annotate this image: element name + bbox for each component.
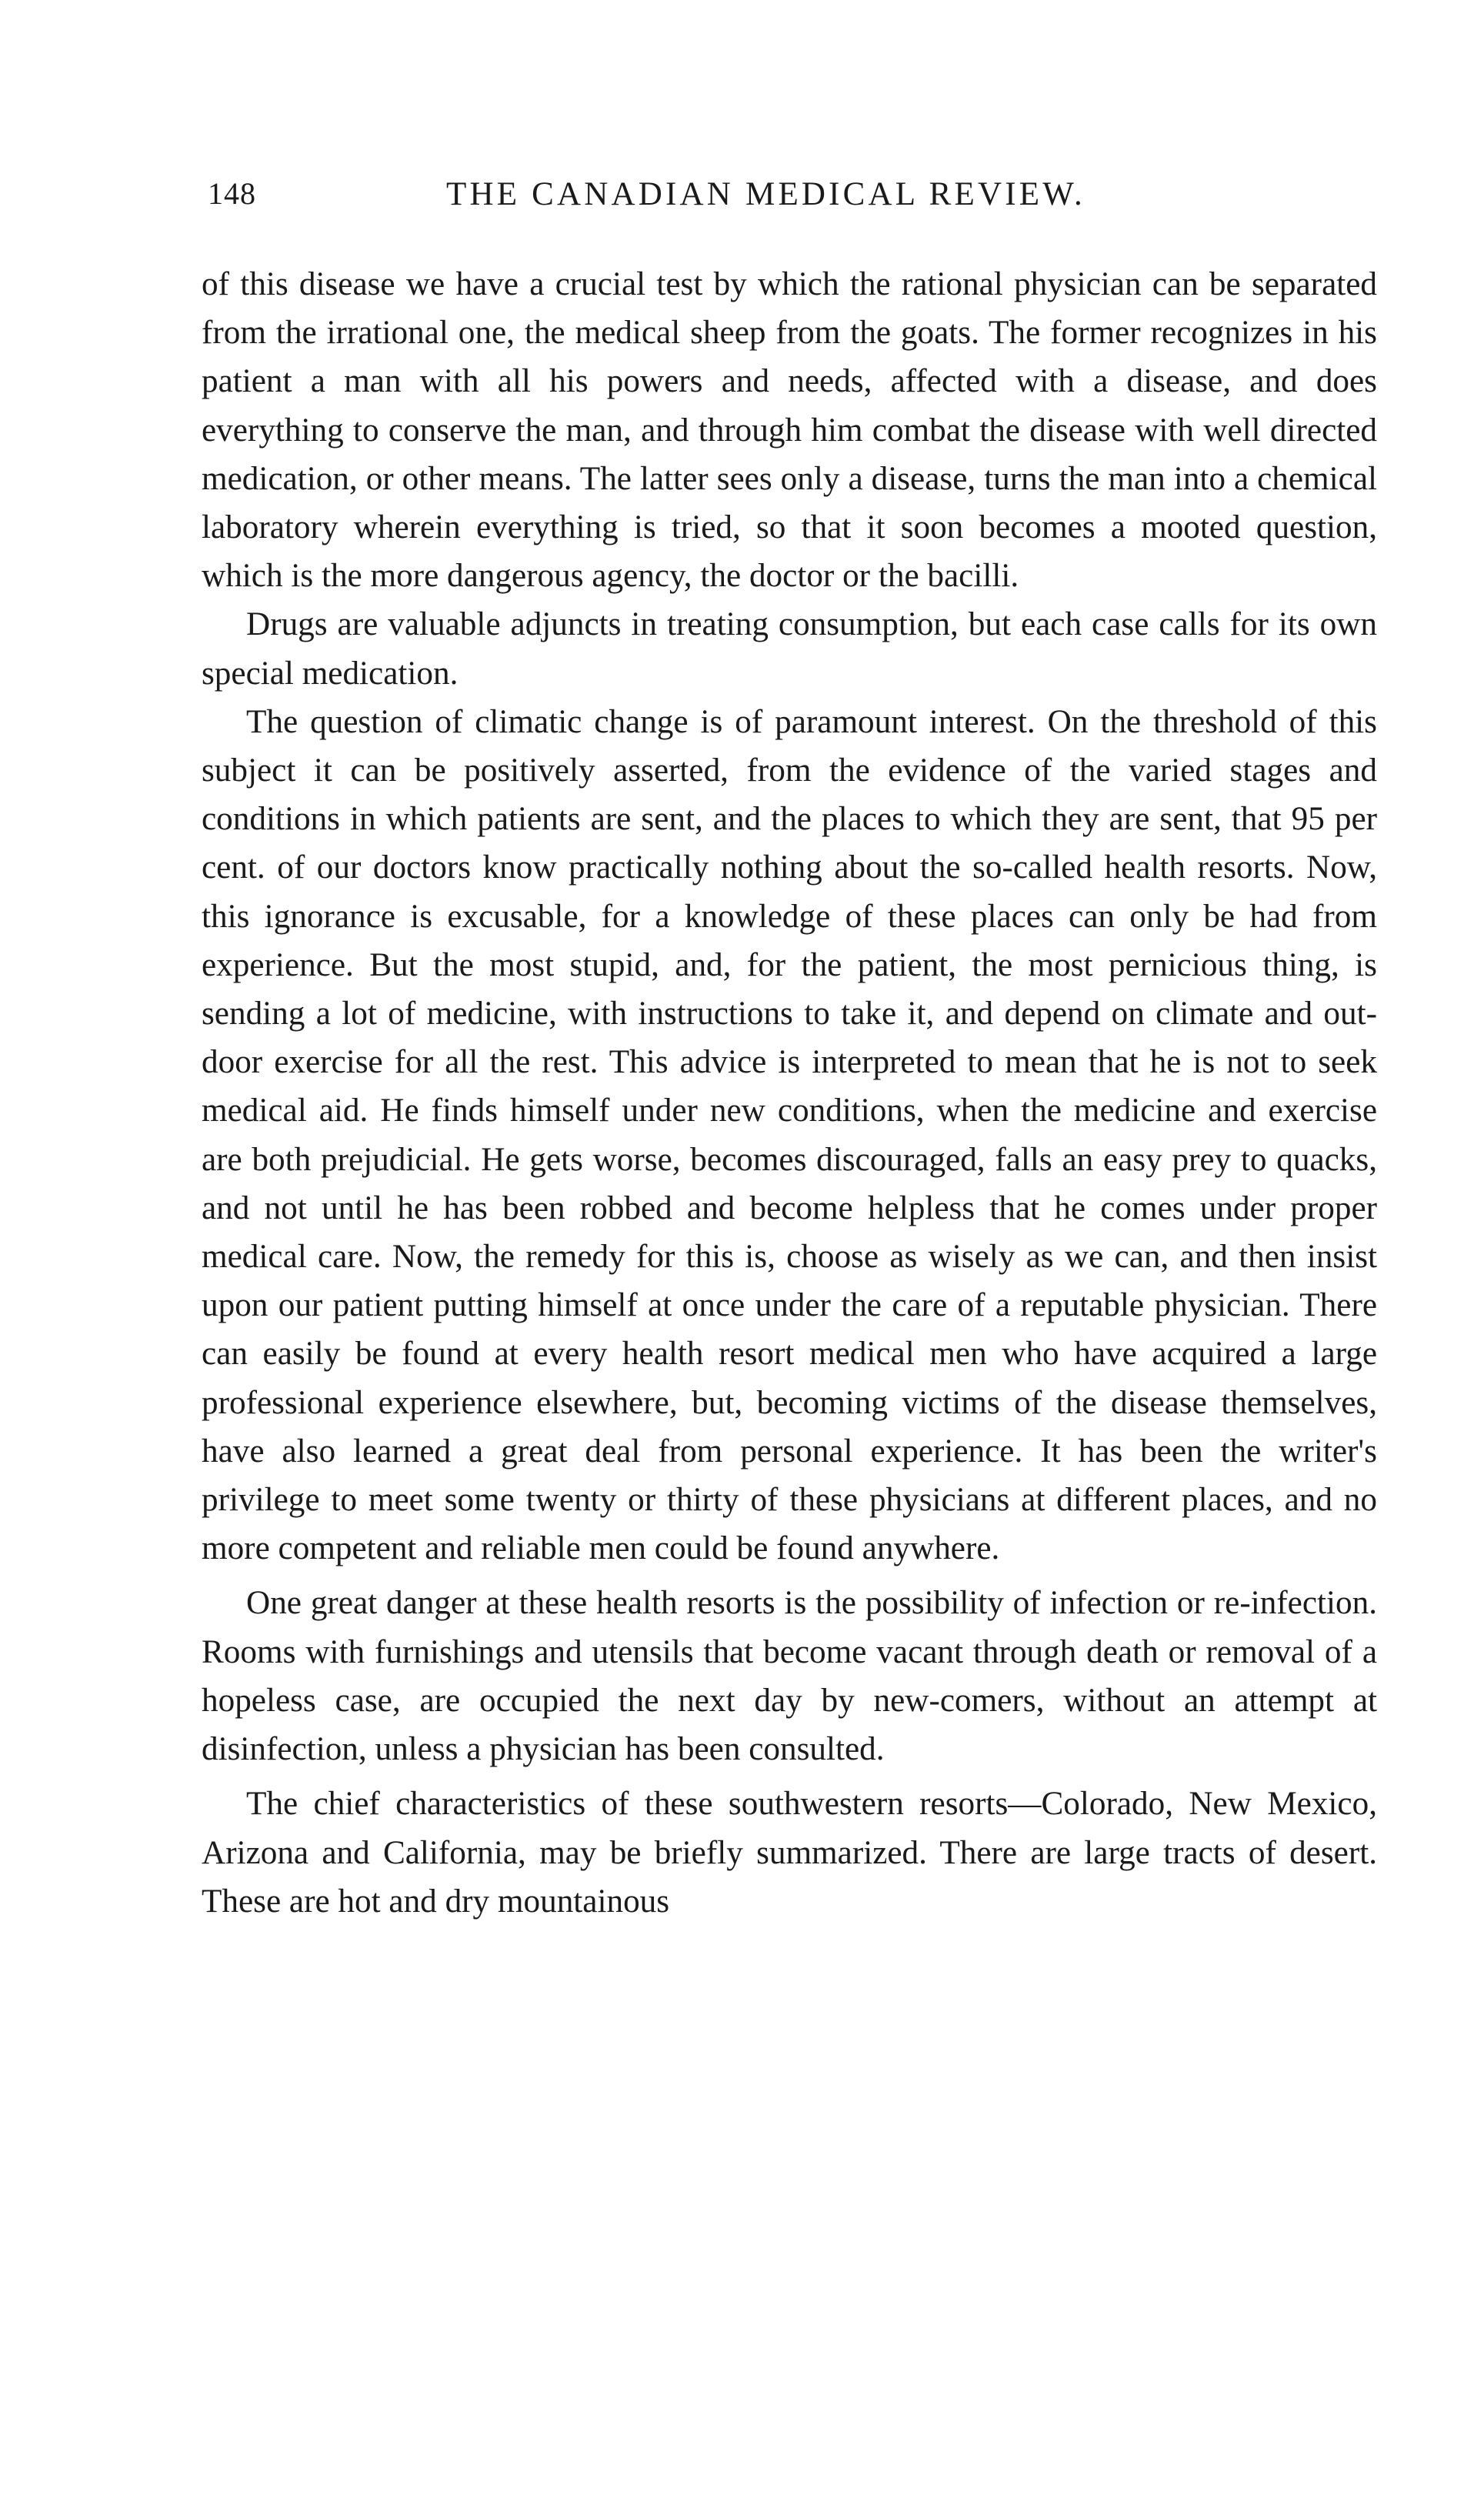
book-page	[202, 175, 1377, 1926]
paragraph-southwestern-resorts: The chief characteristics of these southwestern resorts—Colorado, New Mexico, Arizona and California, may be briefly summarized. There are large tracts of desert. These are hot and dry mountainous	[202, 1786, 1377, 1920]
paragraph-rational-physician: of this disease we have a crucial test by which the rational physician can be separated from the irrational one, the medical sheep from the goats. The former recognizes in his patient a man with all his powers and needs, affected with a disease, and does everything to conserve the man, and through him combat the disease with well directed medication, or other means. The latter sees only a disease, turns the man into a chemical laboratory wherein everything is tried, so that it soon becomes a mooted question, which is the more dangerous agency, the doctor or the bacilli.	[202, 266, 1377, 595]
body-text	[202, 260, 1377, 1926]
paragraph-drugs: Drugs are valuable adjuncts in treating consumption, but each case calls for its own special medication.	[202, 606, 1377, 692]
page-number: 148	[208, 176, 256, 211]
journal-title: THE CANADIAN MEDICAL REVIEW.	[446, 176, 1086, 212]
paragraph-infection-danger: One great danger at these health resorts is the possibility of infection or re-infection. Rooms with furnishings and utensils that become vacant through death or removal of a hopeless case, are occupied the next day by new-comers, without an attempt at disinfection, unless a physician has been consulted.	[202, 1585, 1377, 1768]
running-head	[202, 175, 1377, 222]
paragraph-climatic-change: The question of climatic change is of paramount interest. On the threshold of this subject it can be positively asserted, from the evidence of the varied stages and conditions in which patients are sent, and the places to which they are sent, that 95 per cent. of our doctors know practically nothing about the so-called health resorts. Now, this ignorance is excusable, for a knowledge of these places can only be had from experience. But the most stupid, and, for the patient, the most pernicious thing, is sending a lot of medicine, with instructions to take it, and depend on climate and out-door exercise for all the rest. This advice is interpreted to mean that he is not to seek medical aid. He finds himself under new conditions, when the medicine and exercise are both prejudicial. He gets worse, becomes discouraged, falls an easy prey to quacks, and not until he has been robbed and become helpless that he comes under proper medical care. Now, the remedy for this is, choose as wisely as we can, and then insist upon our patient putting himself at once under the care of a reputable physician. There can easily be found at every health resort medical men who have acquired a large professional experience elsewhere, but, becoming victims of the disease themselves, have also learned a great deal from personal experience. It has been the writer's privilege to meet some twenty or thirty of these physicians at different places, and no more competent and reliable men could be found anywhere.	[202, 703, 1377, 1567]
